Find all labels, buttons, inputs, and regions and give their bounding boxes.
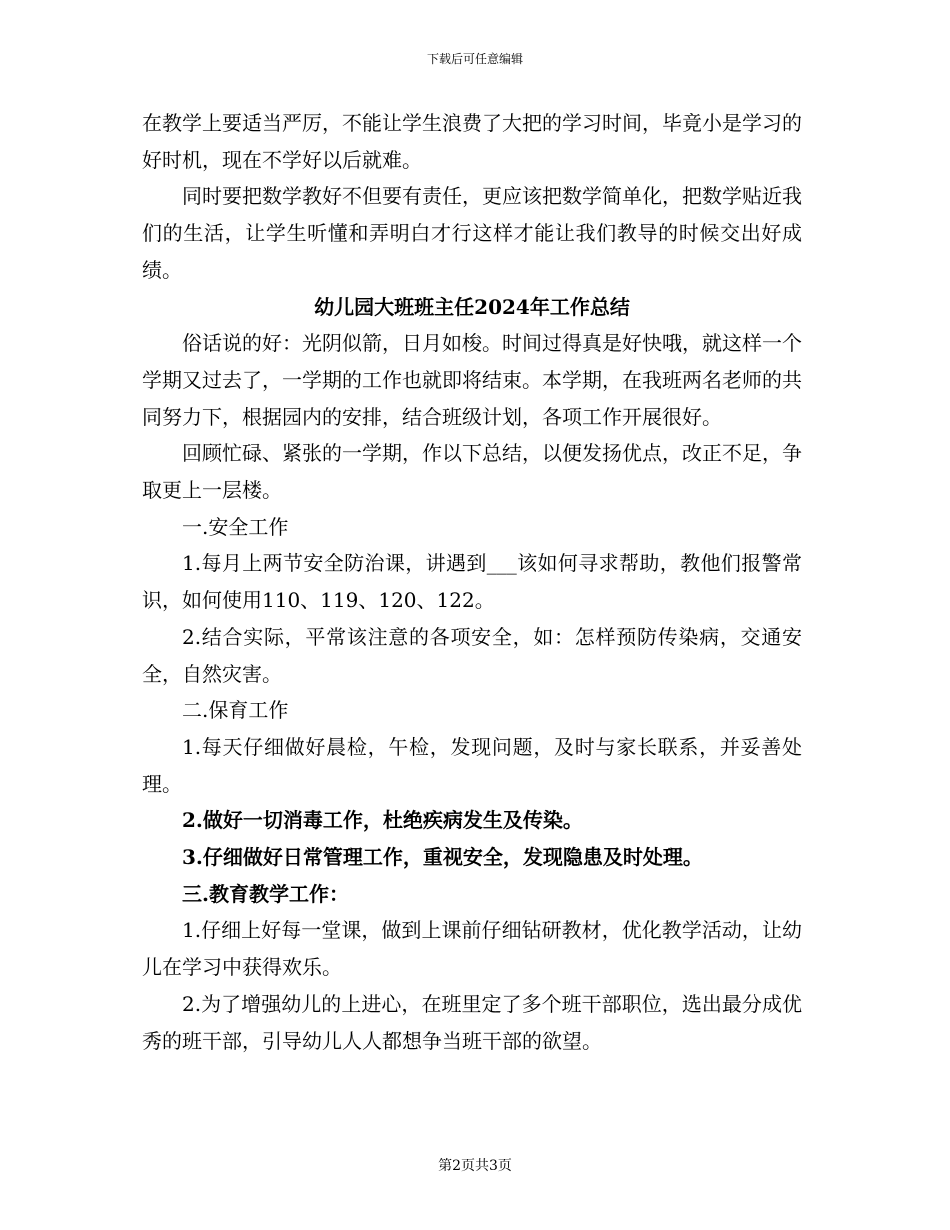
- list-item-bold: 3.仔细做好日常管理工作，重视安全，发现隐患及时处理。: [182, 845, 703, 870]
- section-heading: 一.安全工作: [182, 514, 289, 539]
- list-item: 1.仔细上好每一堂课，做到上课前仔细钻研教材，优化教学活动，让幼儿在学习中获得欢乐。: [142, 918, 802, 980]
- page-header: 下载后可任意编辑: [426, 52, 523, 66]
- paragraph: 回顾忙碌、紧张的一学期，作以下总结，以便发扬优点，改正不足，争取更上一层楼。: [142, 441, 802, 503]
- list-item: 2.结合实际，平常该注意的各项安全，如：怎样预防传染病，交通安全，自然灾害。: [142, 624, 802, 686]
- paragraph-continued: 在教学上要适当严厉，不能让学生浪费了大把的学习时间，毕竟小是学习的好时机，现在不学好以后就难。: [142, 111, 802, 172]
- list-item: 1.每天仔细做好晨检，午检，发现问题，及时与家长联系，并妥善处理。: [142, 734, 802, 796]
- paragraph: 俗话说的好：光阴似箭，日月如梭。时间过得真是好快哦，就这样一个学期又过去了，一学期的工作也就即将结束。本学期，在我班两名老师的共同努力下，根据园内的安排，结合班级计划，各项工作开展很好。: [142, 331, 802, 429]
- section-heading: 三.教育教学工作：: [182, 881, 349, 906]
- list-item-bold: 2.做好一切消毒工作，杜绝疾病发生及传染。: [182, 808, 583, 833]
- page-number-footer: 第2页共3页: [438, 1158, 512, 1174]
- paragraph: 同时要把数学教好不但要有责任，更应该把数学简单化，把数学贴近我们的生活，让学生听懂和弄明白才行这样才能让我们教导的时候交出好成绩。: [142, 184, 802, 282]
- list-item: 2.为了增强幼儿的上进心，在班里定了多个班干部职位，选出最分成优秀的班干部，引导幼儿人人都想争当班干部的欲望。: [142, 991, 802, 1053]
- list-item: 1.每月上两节安全防治课，讲遇到___该如何寻求帮助，教他们报警常识，如何使用110、119、120、122。: [142, 551, 802, 613]
- section-heading: 二.保育工作: [182, 698, 289, 723]
- document-body: [142, 105, 802, 1059]
- section-title: 幼儿园大班班主任2024年工作总结: [314, 294, 630, 319]
